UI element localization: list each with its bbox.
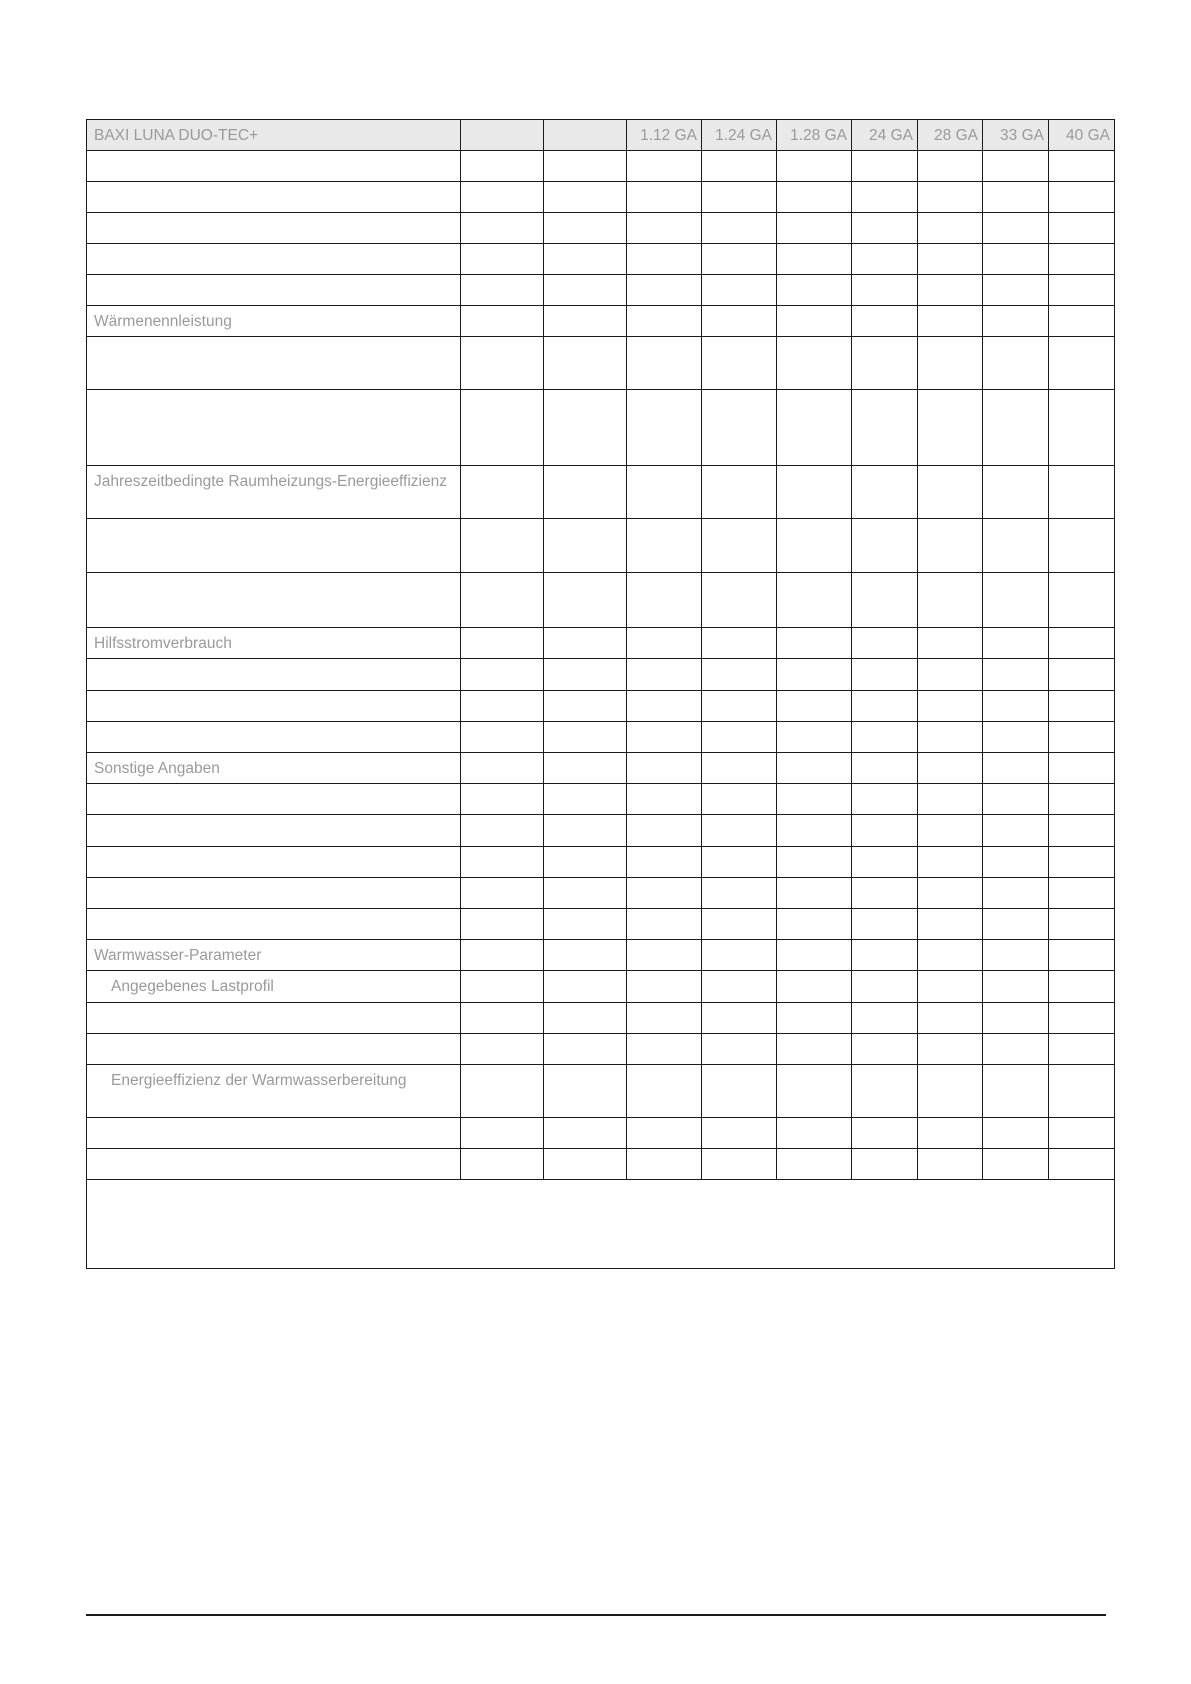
section-row: [87, 940, 1115, 971]
header-cell: [544, 120, 627, 151]
section-heat-output: Wärmenennleistung: [87, 306, 461, 337]
table-row: [87, 722, 1115, 753]
section-row: [87, 628, 1115, 659]
section-aux-power: Hilfsstromverbrauch: [87, 628, 461, 659]
model-header: 1.12 GA: [627, 120, 702, 151]
section-row: [87, 753, 1115, 784]
notes-row: [87, 1180, 1115, 1269]
dhw-efficiency-label: Energieeffizienz der Warmwasserbereitung: [87, 1065, 461, 1118]
model-header: 40 GA: [1049, 120, 1115, 151]
table-row: [87, 1065, 1115, 1118]
table-row: [87, 691, 1115, 722]
table-row: [87, 878, 1115, 909]
table-row: [87, 151, 1115, 182]
model-header: 1.28 GA: [777, 120, 852, 151]
table-row: [87, 275, 1115, 306]
table-row: [87, 971, 1115, 1003]
table-row: [87, 784, 1115, 815]
header-cell: [461, 120, 544, 151]
table-header-row: [87, 120, 1115, 151]
load-profile-label: Angegebenes Lastprofil: [87, 971, 461, 1003]
table-title: BAXI LUNA DUO-TEC+: [87, 120, 461, 151]
table-row: [87, 1149, 1115, 1180]
table-row: [87, 1003, 1115, 1034]
table-row: [87, 573, 1115, 628]
section-dhw-params: Warmwasser-Parameter: [87, 940, 461, 971]
notes-cell: [87, 1180, 1115, 1269]
table-row: [87, 244, 1115, 275]
table-row: [87, 337, 1115, 390]
model-header: 24 GA: [852, 120, 918, 151]
table-row: [87, 390, 1115, 466]
table-row: [87, 847, 1115, 878]
footer-rule: [86, 1614, 1106, 1616]
table-row: [87, 1118, 1115, 1149]
table-row: [87, 519, 1115, 573]
spec-table: [86, 119, 1115, 1269]
table-row: [87, 659, 1115, 691]
section-row: [87, 306, 1115, 337]
table-row: [87, 909, 1115, 940]
table-row: [87, 213, 1115, 244]
table-row: [87, 182, 1115, 213]
model-header: 1.24 GA: [702, 120, 777, 151]
table-row: [87, 815, 1115, 847]
model-header: 28 GA: [918, 120, 983, 151]
model-header: 33 GA: [983, 120, 1049, 151]
section-row: [87, 466, 1115, 519]
section-other: Sonstige Angaben: [87, 753, 461, 784]
section-seasonal-efficiency: Jahreszeitbedingte Raumheizungs-Energieeffizienz: [87, 466, 461, 519]
table-row: [87, 1034, 1115, 1065]
